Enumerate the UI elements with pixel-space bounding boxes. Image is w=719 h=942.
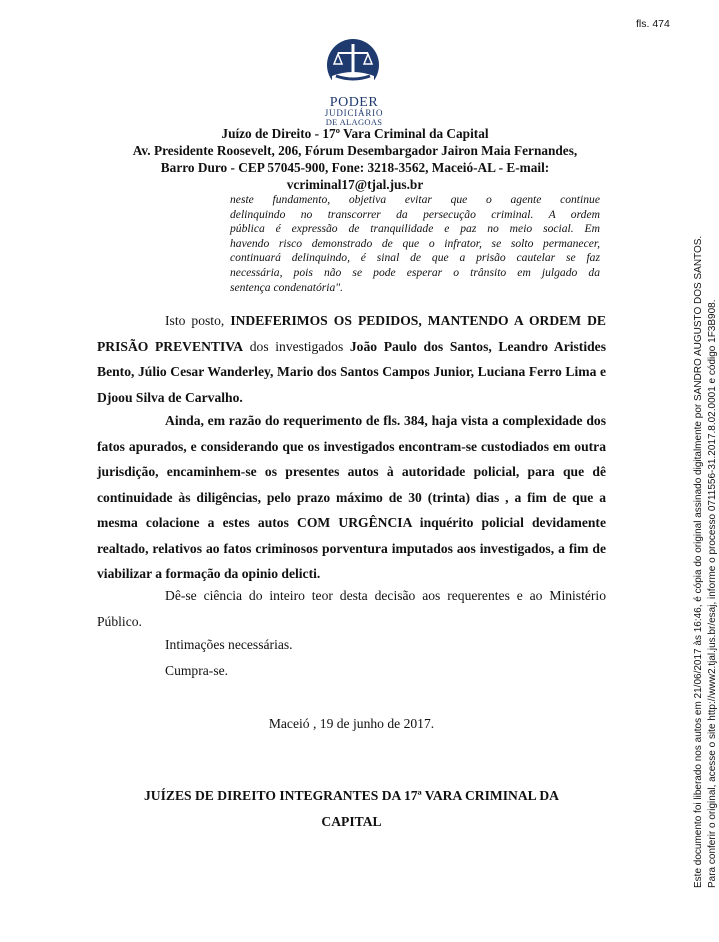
decision-connector: dos investigados xyxy=(243,338,350,354)
signature-line-1: JUÍZES DE DIREITO INTEGRANTES DA 17ª VARA CRIMINAL DA xyxy=(143,788,559,803)
citation-line: continuará delinquindo, é sinal de que a prisão cautelar se faz xyxy=(230,251,600,265)
date-line: Maceió , 19 de junho de 2017. xyxy=(268,716,435,731)
decision-paragraph xyxy=(97,308,606,410)
side-note-line-2: Para conferir o original, acesse o site http://www2.tjal.jus.br/esaj, informe o processo 0711556-31.2017.8.02.0001 e código 1F3B908. xyxy=(706,299,718,888)
header-contact: Barro Duro - CEP 57045-900, Fone: 3218-3562, Maceió-AL - E-mail: xyxy=(160,160,550,175)
cumpra-line: Cumpra-se. xyxy=(165,663,229,678)
side-note-line-1: Este documento foi liberado nos autos em 21/06/2017 às 16:46, é cópia do original assinado digitalmente por SANDRO AUGUSTO DOS SANTOS. xyxy=(693,235,704,888)
remand-text: Ainda, em razão do requerimento de fls. 384, haja vista a complexidade dos fatos apurados, e considerando que os investigados encontram-se custodiados em outra jurisdição, encaminhem-se os presentes autos à autoridade policial, para que dê continuidade às diligências, pelo prazo máximo de 30 (trinta) dias , a fim de que a mesma colacione a estes autos COM URGÊNCIA inquérito policial devidamente realtado, relativos ao fatos criminosos porventura imputados aos investigados, a fim de viabilizar a formação da opinio delicti. xyxy=(97,413,606,581)
logo-line-1: PODER xyxy=(329,95,379,110)
page-number: fls. 474 xyxy=(636,18,670,30)
decision-intro: Isto posto, xyxy=(165,313,231,328)
intimacoes-line: Intimações necessárias. xyxy=(165,637,293,652)
citation-line: necessária, pois não se pode esperar o trânsito em julgado da xyxy=(230,265,600,279)
header-court: Juízo de Direito - 17º Vara Criminal da Capital xyxy=(221,126,489,141)
logo-line-2: JUDICIÁRIO xyxy=(324,108,384,118)
logo-line-3: DE ALAGOAS xyxy=(325,117,383,127)
court-emblem-icon xyxy=(318,36,388,98)
decision-defendants: João Paulo dos Santos, Leandro Aristides Bento, Júlio Cesar Wanderley, Mario dos Santos Campos Junior, Luciana Ferro Lima e Djoou Silva de Carvalho. xyxy=(97,338,606,405)
notice-paragraph xyxy=(97,583,606,634)
remand-paragraph xyxy=(97,408,606,587)
header-address: Av. Presidente Roosevelt, 206, Fórum Desembargador Jairon Maia Fernandes, xyxy=(132,143,578,158)
digital-signature-note xyxy=(692,168,719,888)
citation-line: delinquindo no transcorrer da persecução criminal. A ordem xyxy=(230,207,600,221)
signature-line-2: CAPITAL xyxy=(321,814,382,829)
notice-text: Dê-se ciência do inteiro teor desta decisão aos requerentes e ao Ministério Público. xyxy=(97,588,606,629)
citation-block xyxy=(230,193,600,295)
citation-line: neste fundamento, objetiva evitar que o agente continue xyxy=(230,193,600,206)
citation-line: havendo risco demonstrado de que o infrator, se solto permanecer, xyxy=(230,236,600,250)
header-email: vcriminal17@tjal.jus.br xyxy=(286,177,424,192)
citation-line: sentença condenatória". xyxy=(230,280,344,294)
citation-line: pública é expressão de tranquilidade e paz no meio social. Em xyxy=(230,222,600,236)
decision-ruling: INDEFERIMOS OS PEDIDOS, MANTENDO A ORDEM DE PRISÃO PREVENTIVA xyxy=(97,313,606,354)
